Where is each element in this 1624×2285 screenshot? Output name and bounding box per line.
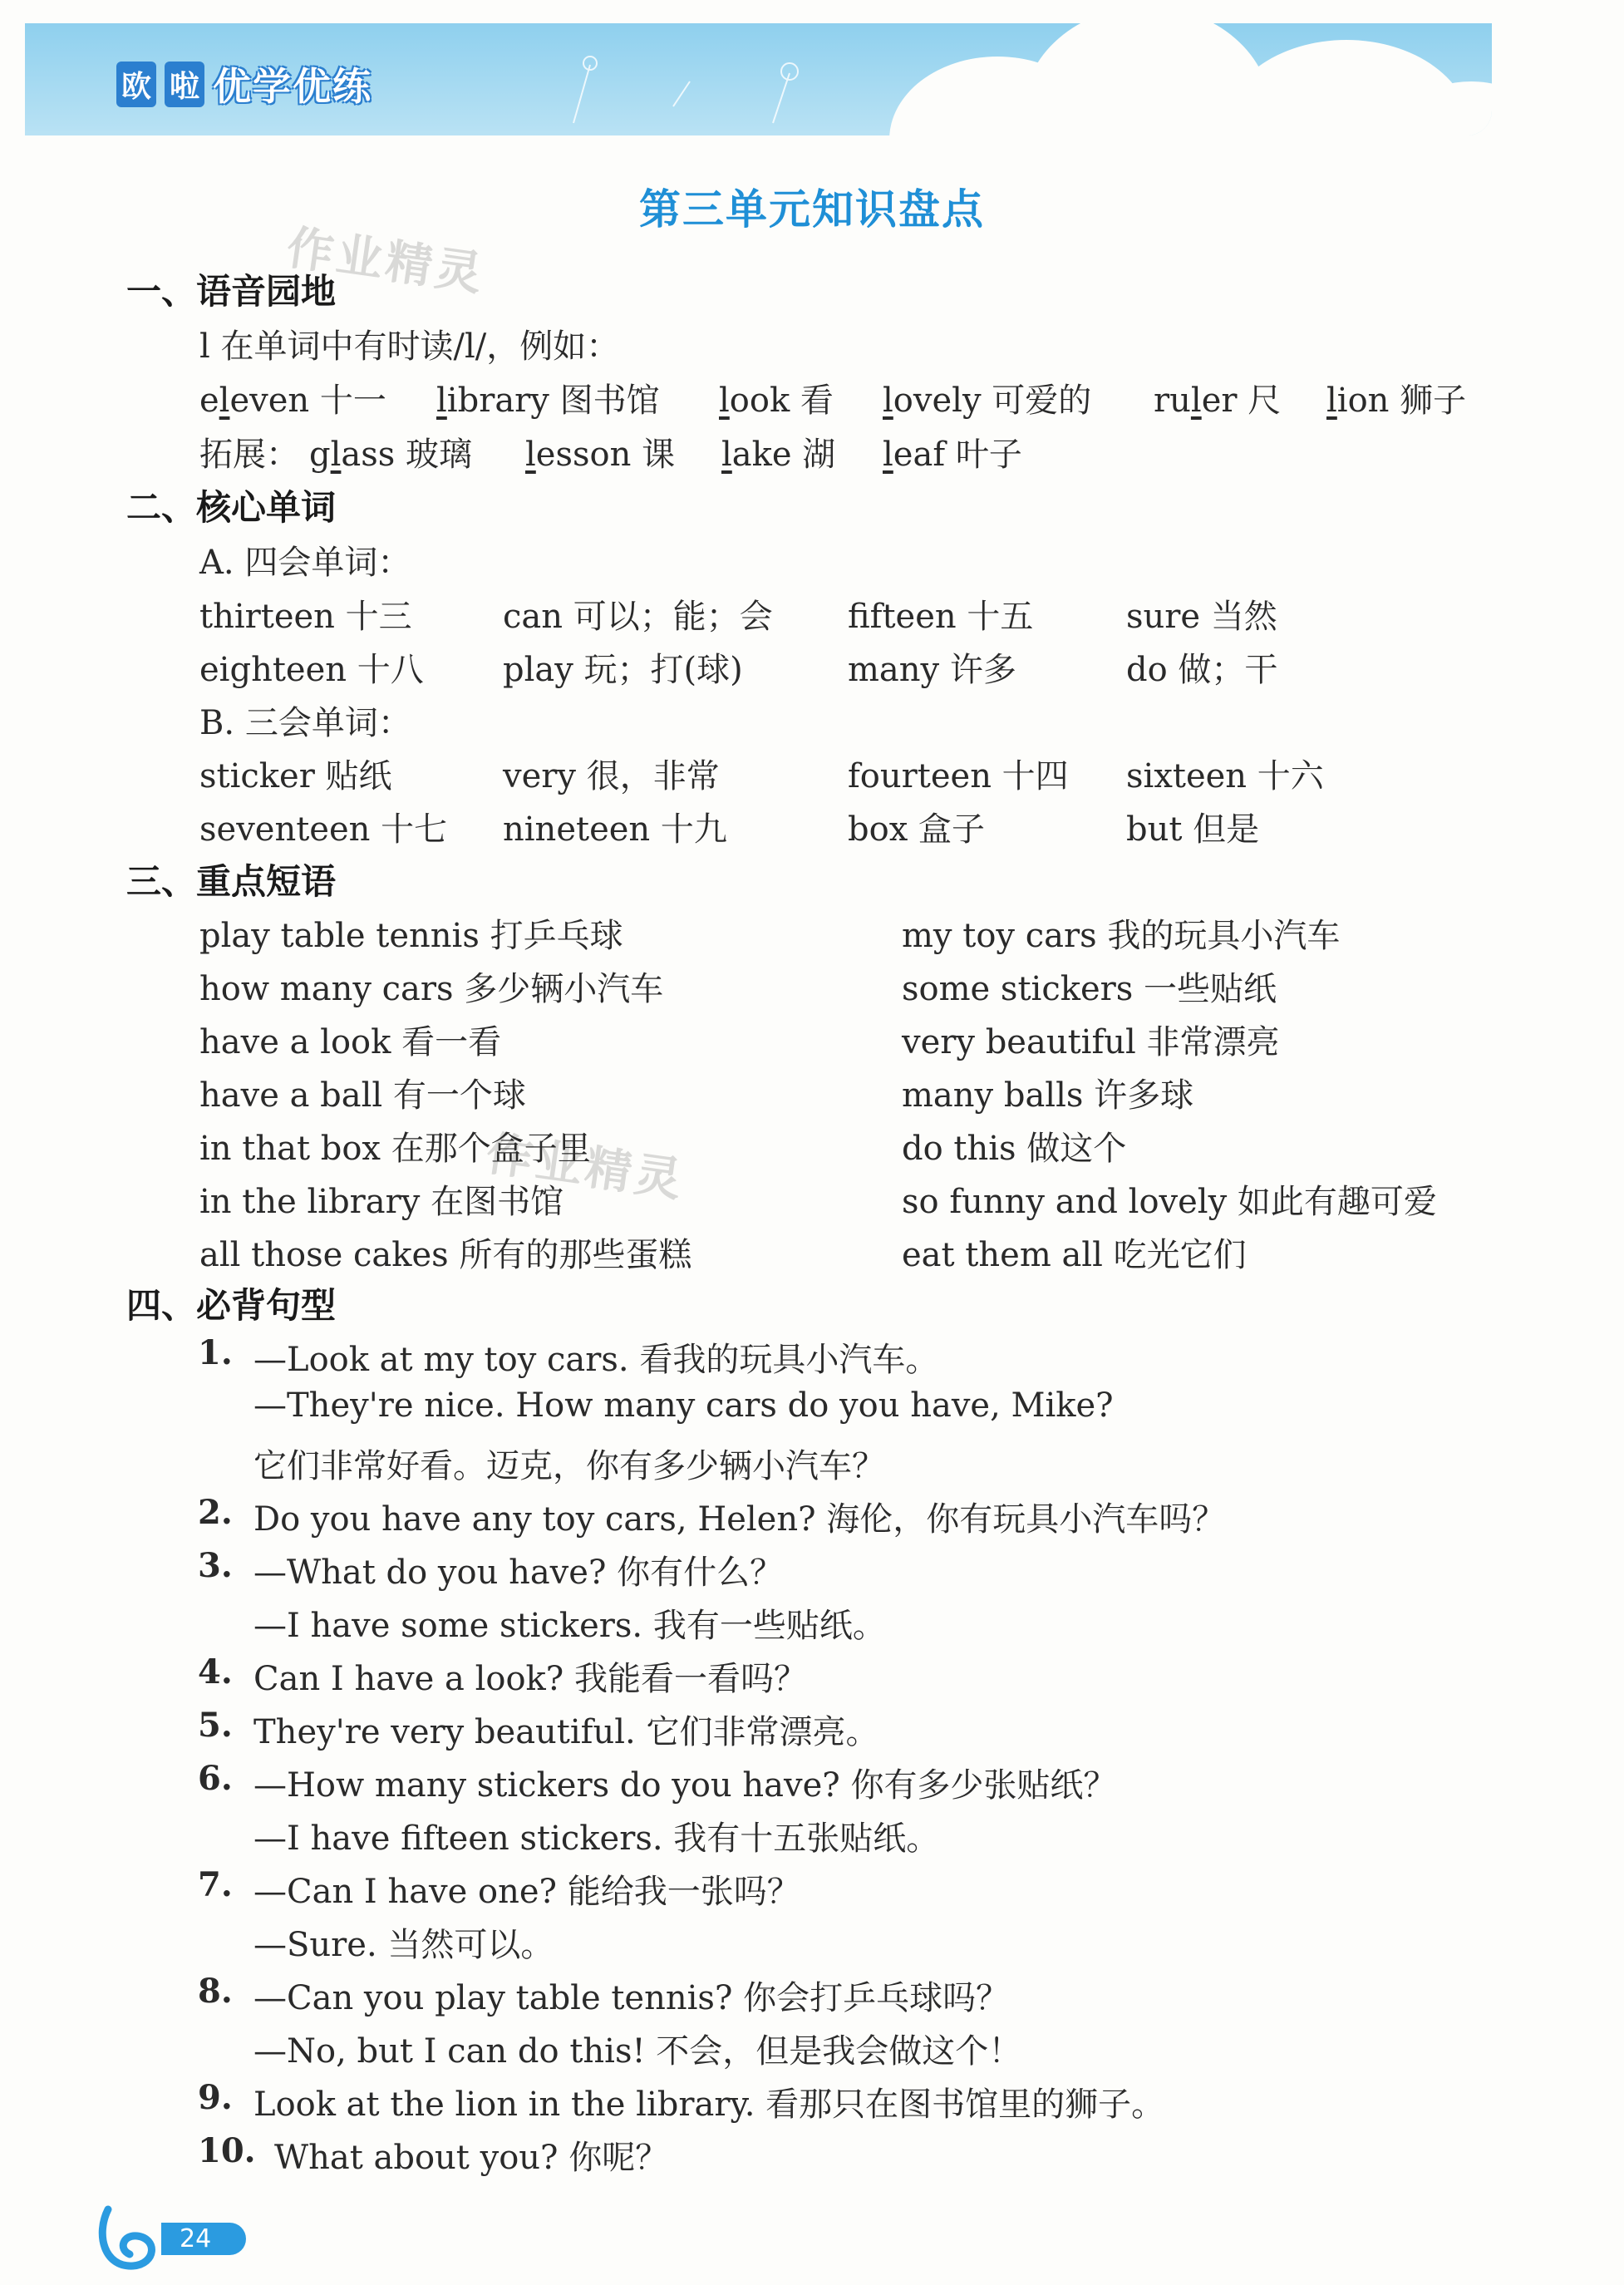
phrase: do this 做这个 xyxy=(902,1130,1127,1168)
word-ruler: ruler 尺 xyxy=(1154,382,1282,420)
watermark: 作业精灵 xyxy=(483,1126,688,1209)
sentence: —What do you have? 你有什么？ xyxy=(253,1554,784,1592)
subheading: A. 四会单词： xyxy=(199,544,411,582)
word-library: library 图书馆 xyxy=(436,382,660,420)
word: very 很，非常 xyxy=(503,757,720,795)
word: but 但是 xyxy=(1126,810,1260,849)
sentence: They're very beautiful. 它们非常漂亮。 xyxy=(253,1713,879,1751)
item-number: 1. xyxy=(198,1333,233,1372)
item-number: 5. xyxy=(198,1706,233,1745)
word-lake: lake 湖 xyxy=(721,436,836,474)
section-heading: 二、核心单词 xyxy=(126,487,337,528)
word: sixteen 十六 xyxy=(1126,757,1324,795)
phrase: in the library 在图书馆 xyxy=(199,1183,564,1221)
item-number: 4. xyxy=(198,1652,233,1692)
phrase: my toy cars 我的玩具小汽车 xyxy=(902,917,1341,955)
phrase: all those cakes 所有的那些蛋糕 xyxy=(199,1236,692,1274)
page-number: 24 xyxy=(161,2223,246,2255)
phrase: how many cars 多少辆小汽车 xyxy=(199,970,664,1008)
word-eleven: eleven 十一 xyxy=(199,382,386,420)
phrase: so funny and lovely 如此有趣可爱 xyxy=(902,1183,1437,1221)
sentence: —Can you play table tennis? 你会打乒乓球吗？ xyxy=(253,1979,1010,2017)
section-heading: 三、重点短语 xyxy=(126,861,337,902)
item-number: 2. xyxy=(198,1493,233,1532)
word: seventeen 十七 xyxy=(199,810,448,849)
sentence: Look at the lion in the library. 看那只在图书馆里的狮子。 xyxy=(253,2086,1165,2124)
word: sure 当然 xyxy=(1126,598,1277,636)
phrase: eat them all 吃光它们 xyxy=(902,1236,1247,1274)
word: thirteen 十三 xyxy=(199,598,412,636)
sentence: —Sure. 当然可以。 xyxy=(253,1926,554,1964)
brand-box: 啦 xyxy=(165,62,204,107)
item-number: 3. xyxy=(198,1546,233,1585)
sentence: What about you? 你呢？ xyxy=(274,2139,669,2177)
sentence: 它们非常好看。迈克，你有多少辆小汽车？ xyxy=(253,1447,885,1485)
phrase: some stickers 一些贴纸 xyxy=(902,970,1277,1008)
phrase: play table tennis 打乒乓球 xyxy=(199,917,623,955)
sentence: Do you have any toy cars, Helen? 海伦，你有玩具小汽车吗？ xyxy=(253,1500,1226,1539)
word: nineteen 十九 xyxy=(503,810,727,849)
word: eighteen 十八 xyxy=(199,651,424,689)
section-heading: 四、必背句型 xyxy=(126,1285,337,1326)
word: fourteen 十四 xyxy=(848,757,1069,795)
sentence: —Look at my toy cars. 看我的玩具小汽车。 xyxy=(253,1341,939,1379)
word: fifteen 十五 xyxy=(848,598,1034,636)
sentence: —How many stickers do you have? 你有多少张贴纸？ xyxy=(253,1766,1117,1805)
brand-box: 欧 xyxy=(116,62,156,107)
ext-label: 拓展： xyxy=(199,436,299,474)
brand-text: 优学优练 xyxy=(213,64,373,109)
text-line: l 在单词中有时读/l/，例如： xyxy=(199,327,620,366)
sentence: —No, but I can do this! 不会，但是我会做这个！ xyxy=(253,2032,1022,2071)
phrase: in that box 在那个盒子里 xyxy=(199,1130,591,1168)
page-title: 第三单元知识盘点 xyxy=(639,185,985,234)
dandelion-icon xyxy=(524,40,823,131)
section-heading: 一、语音园地 xyxy=(126,271,337,312)
word-look: look 看 xyxy=(719,382,834,420)
sentence: —I have fifteen stickers. 我有十五张贴纸。 xyxy=(253,1820,940,1858)
item-number: 9. xyxy=(198,2078,233,2117)
word-lion: lion 狮子 xyxy=(1326,382,1467,420)
word: do 做；干 xyxy=(1126,651,1278,689)
word-glass: glass 玻璃 xyxy=(309,436,473,474)
item-number: 6. xyxy=(198,1759,233,1798)
item-number: 10. xyxy=(198,2131,256,2170)
word-leaf: leaf 叶子 xyxy=(883,436,1022,474)
word: can 可以；能；会 xyxy=(503,598,773,636)
brand-logo xyxy=(116,57,372,111)
phrase: very beautiful 非常漂亮 xyxy=(902,1023,1280,1061)
word: many 许多 xyxy=(848,651,1016,689)
sentence: Can I have a look? 我能看一看吗？ xyxy=(253,1660,807,1698)
phrase: have a ball 有一个球 xyxy=(199,1076,526,1115)
word-lovely: lovely 可爱的 xyxy=(883,382,1092,420)
sentence: —Can I have one? 能给我一张吗？ xyxy=(253,1873,800,1911)
watermark: 作业精灵 xyxy=(283,220,489,303)
phrase: many balls 许多球 xyxy=(902,1076,1194,1115)
header-banner xyxy=(25,23,1492,135)
phrase: have a look 看一看 xyxy=(199,1023,502,1061)
word: play 玩；打(球) xyxy=(503,651,743,689)
word: sticker 贴纸 xyxy=(199,757,392,795)
item-number: 8. xyxy=(198,1972,233,2011)
sentence: —I have some stickers. 我有一些贴纸。 xyxy=(253,1607,886,1645)
page-number-badge xyxy=(91,2201,246,2276)
subheading: B. 三会单词： xyxy=(199,704,411,742)
word: box 盒子 xyxy=(848,810,985,849)
swirl-icon xyxy=(91,2201,166,2276)
word-lesson: lesson 课 xyxy=(525,436,676,474)
item-number: 7. xyxy=(198,1865,233,1904)
sentence: —They're nice. How many cars do you have, Mike? xyxy=(253,1386,1114,1425)
